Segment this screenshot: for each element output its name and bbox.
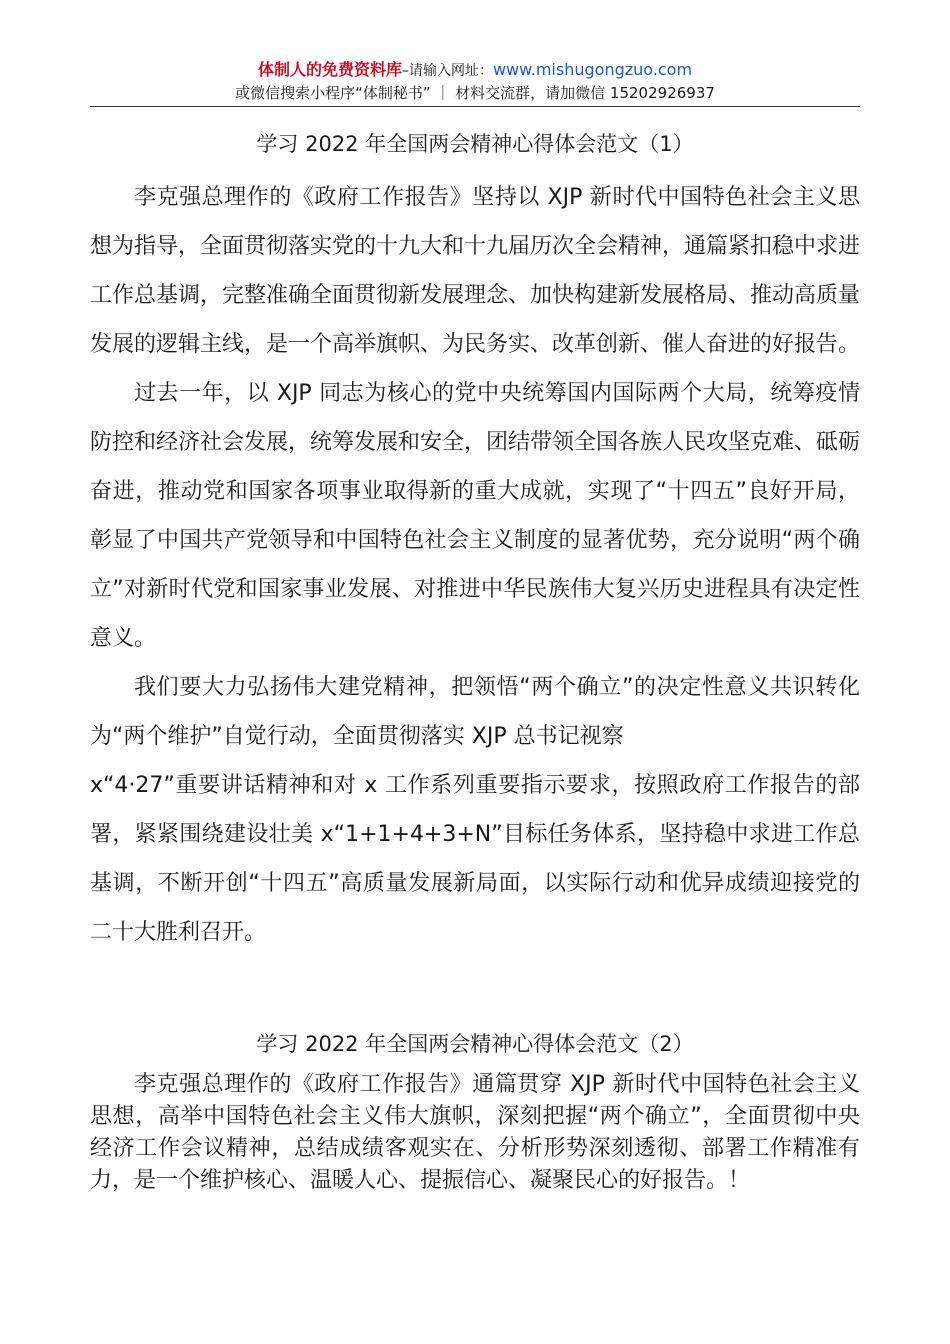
article-1-paragraph-3b: x“4·27”重要讲话精神和对 x 工作系列重要指示要求，按照政府工作报告的部署，紧紧围绕建设壮美 x“1+1+4+3+N”目标任务体系，坚持稳中求进工作总基调，不断开创“十四五”高质量发展新局面，以实际行动和优异成绩迎接党的二十大胜利召开。 xyxy=(90,773,860,945)
brand-name: 体制人的免费资料库 xyxy=(257,60,402,79)
header-line-1 xyxy=(90,58,860,82)
article-1-paragraph: 过去一年，以 XJP 同志为核心的党中央统筹国内国际两个大局，统筹疫情防控和经济社会发展，统筹发展和安全，团结带领全国各族人民攻坚克难、砥砺奋进，推动党和国家各项事业取得新的重大成就，实现了“十四五”良好开局，彰显了中国共产党领导和中国特色社会主义制度的显著优势，充分说明“两个确立”对新时代党和国家事业发展、对推进中华民族伟大复兴历史进程具有决定性意义。 xyxy=(90,381,861,651)
article-1-paragraph: 李克强总理作的《政府工作报告》坚持以 XJP 新时代中国特色社会主义思想为指导，全面贯彻落实党的十九大和十九届历次全会精神，通篇紧扣稳中求进工作总基调，完整准确全面贯彻新发展理念、加快构建新发展格局、推动高质量发展的逻辑主线，是一个高举旗帜、为民务实、改革创新、催人奋进的好报告。 xyxy=(90,185,861,357)
website-link[interactable]: www.mishugongzuo.com xyxy=(492,60,693,79)
article-2-body xyxy=(90,1069,860,1197)
article-2-title: 学习 2022 年全国两会精神心得体会范文（2） xyxy=(256,1032,694,1056)
article-1-title: 学习 2022 年全国两会精神心得体会范文（1） xyxy=(256,132,694,156)
page-header xyxy=(90,58,860,104)
url-prompt: –请输入网址： xyxy=(401,63,493,79)
article-2-paragraph: 李克强总理作的《政府工作报告》通篇贯穿 XJP 新时代中国特色社会主义思想，高举中国特色社会主义伟大旗帜，深刻把握“两个确立”，全面贯彻中央经济工作会议精神，总结成绩客观实在、分析形势深刻透彻、部署工作精准有力，是一个维护核心、温暖人心、提振信心、凝聚民心的好报告。！ xyxy=(90,1072,860,1193)
article-1-body xyxy=(90,173,860,957)
article-1-paragraph-3a: 我们要大力弘扬伟大建党精神，把领悟“两个确立”的决定性意义共识转化为“两个维护”自觉行动，全面贯彻落实 XJP 总书记视察 xyxy=(90,675,860,749)
header-line-2: 或微信搜索小程序“体制秘书” ｜ 材料交流群，请加微信 15202926937 xyxy=(235,84,715,102)
header-divider xyxy=(90,106,860,107)
